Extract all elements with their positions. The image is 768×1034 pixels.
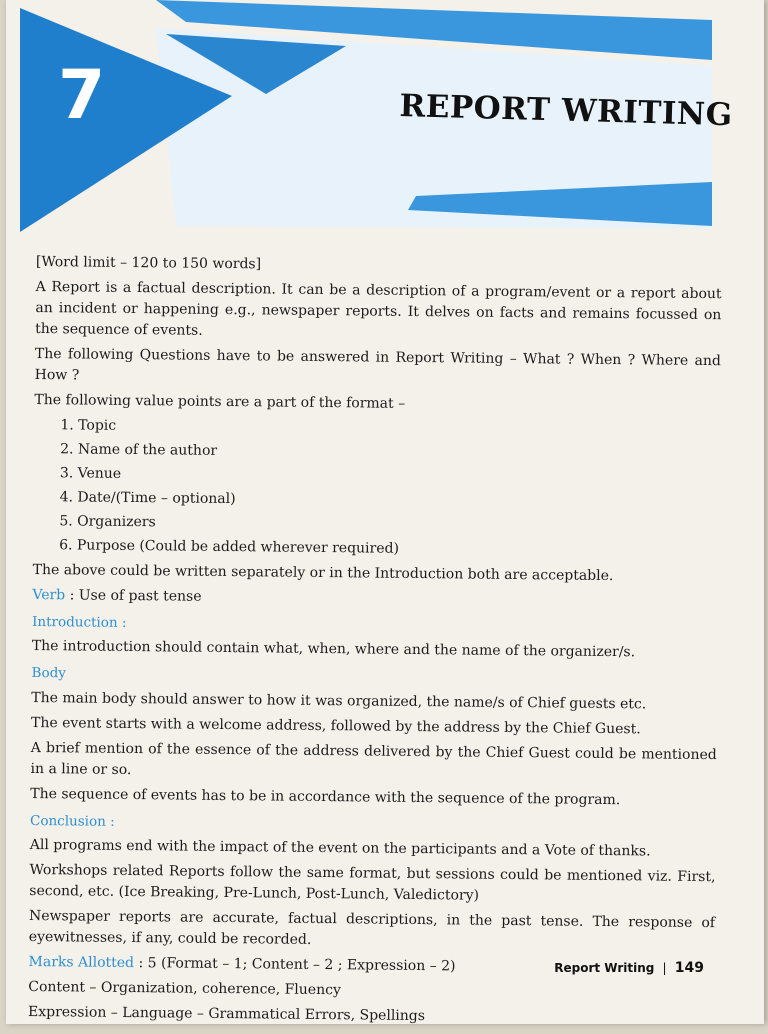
- conclusion-paragraph: Workshops related Reports follow the same format, but sessions could be mentioned viz. First, second, etc. (Ice Breaking, Pre-Lunch, Post-Lunch, Valedictory): [29, 861, 716, 904]
- questions-line: The following Questions have to be answered in Report Writing – What ? When ? Where and How ?: [34, 345, 721, 384]
- page-number: 149: [674, 960, 704, 976]
- after-list-note: The above could be written separately or in the Introduction both are acceptable.: [32, 561, 614, 585]
- body-paragraph: The event starts with a welcome address, followed by the address by the Chief Guest.: [30, 714, 641, 737]
- verb-line: [32, 585, 718, 613]
- verb-label: Verb: [32, 586, 66, 604]
- value-points-line: The following value points are a part of the format –: [34, 391, 406, 412]
- list-item: 4. Date/(Time – optional): [77, 487, 719, 515]
- word-limit: [Word limit – 120 to 150 words]: [35, 253, 262, 273]
- marks-label: Marks Allotted: [28, 953, 135, 971]
- conclusion-paragraph: Newspaper reports are accurate, factual descriptions, in the past tense. The response of eyewitnesses, if any, could be recorded.: [28, 907, 716, 948]
- body-paragraph: The sequence of events has to be in accordance with the sequence of the program.: [30, 785, 621, 808]
- list-item: 5. Organizers: [77, 511, 719, 539]
- conclusion-paragraph: All programs end with the impact of the event on the participants and a Vote of thanks.: [29, 836, 651, 860]
- chapter-number: 7: [58, 56, 106, 135]
- list-item: 2. Name of the author: [78, 439, 720, 467]
- format-points-list: [33, 415, 720, 563]
- content-line: Content – Organization, coherence, Fluency: [28, 978, 341, 998]
- introduction-heading: Introduction :: [32, 613, 127, 631]
- footer-separator: |: [662, 961, 667, 975]
- chapter-title: REPORT WRITING: [398, 88, 734, 134]
- list-item: 3. Venue: [78, 463, 720, 491]
- conclusion-heading: Conclusion :: [29, 812, 115, 830]
- book-page: [6, 0, 764, 1024]
- introduction-text: The introduction should contain what, when, where and the name of the organizer/s.: [31, 638, 636, 661]
- body-heading: Body: [31, 665, 66, 682]
- list-item: 1. Topic: [78, 415, 720, 443]
- body-paragraph: A brief mention of the essence of the address delivered by the Chief Guest could be mentioned in a line or so.: [30, 739, 717, 778]
- body-paragraph: The main body should answer to how it was organized, the name/s of Chief guests etc.: [31, 689, 647, 712]
- page-footer: [554, 960, 704, 976]
- expression-line: Expression – Language – Grammatical Errors, Spellings: [27, 1003, 426, 1024]
- intro-paragraph: A Report is a factual description. It can be a description of a program/event or a report about an incident or happening e.g., newspaper reports. It delves on facts and remains focussed on the sequence of events.: [35, 278, 722, 339]
- footer-section-title: Report Writing: [554, 961, 655, 975]
- verb-text: : Use of past tense: [69, 587, 202, 605]
- marks-text: : 5 (Format – 1; Content – 2 ; Expression – 2): [138, 954, 456, 975]
- list-item: 6. Purpose (Could be added wherever required): [77, 535, 719, 563]
- page-body: [28, 252, 722, 1034]
